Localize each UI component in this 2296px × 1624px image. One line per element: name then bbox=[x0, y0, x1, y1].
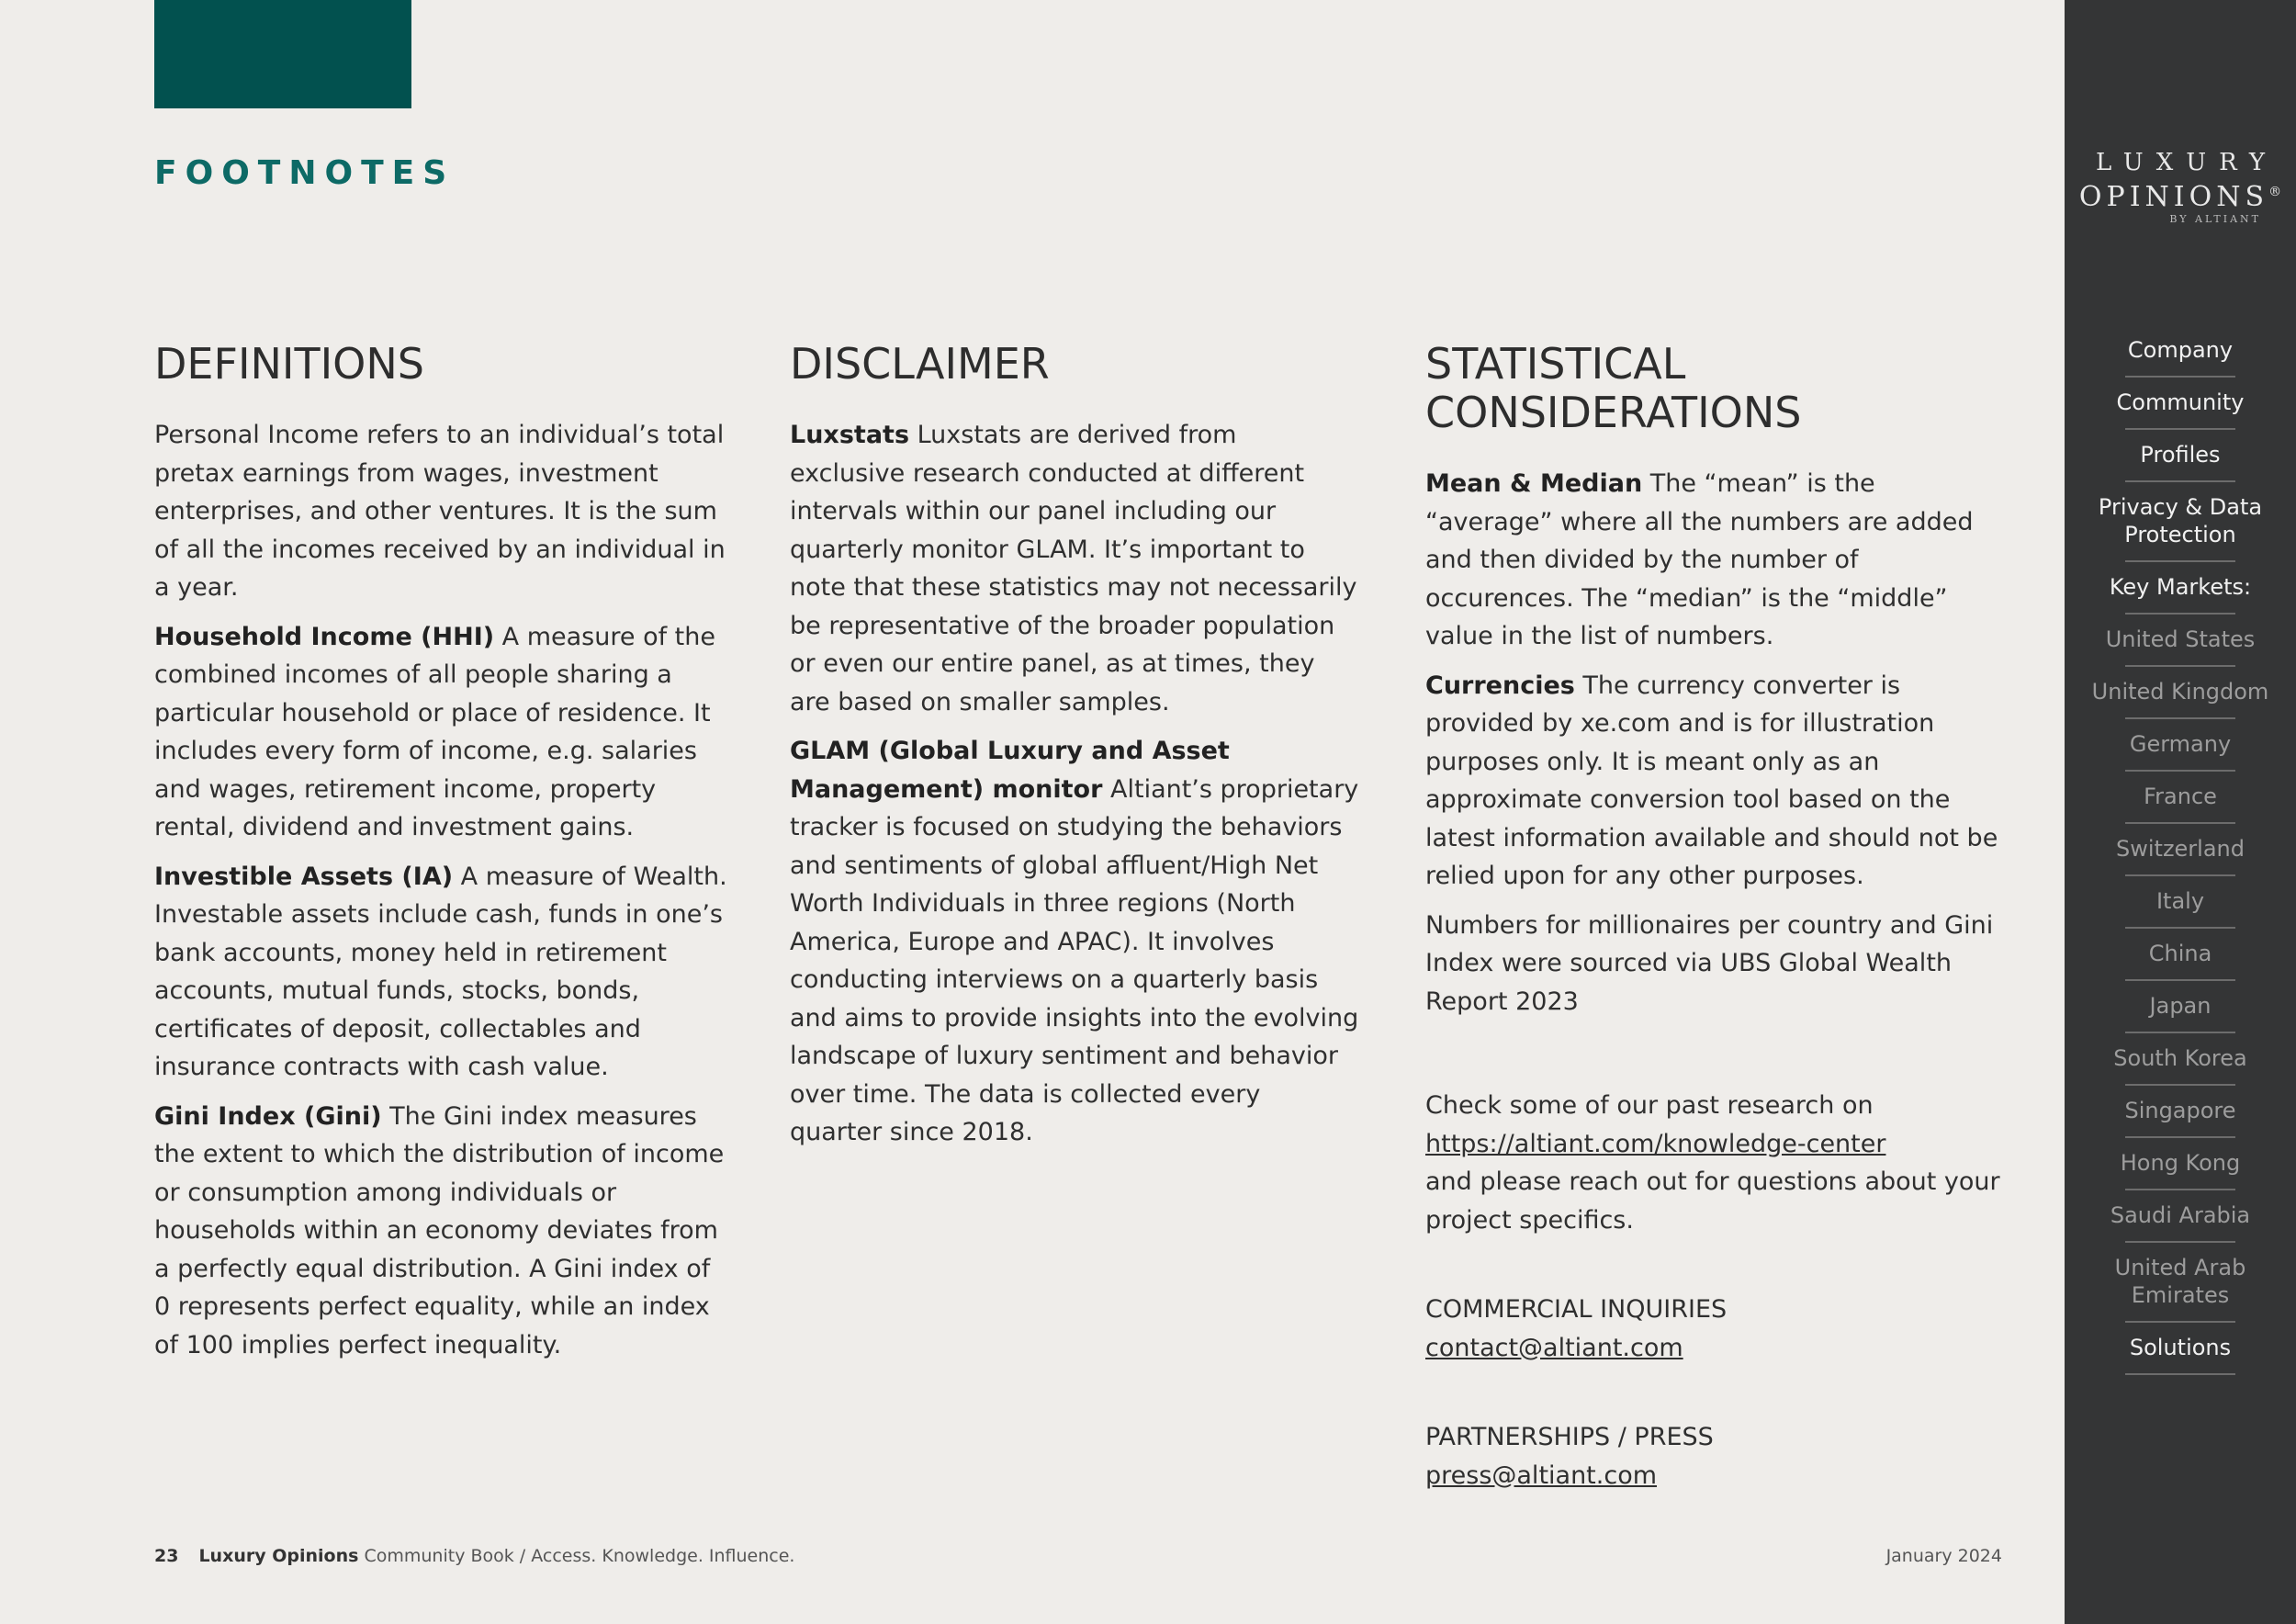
nav-privacy[interactable]: Privacy & Data Protection bbox=[2065, 486, 2296, 566]
commercial-label: COMMERCIAL INQUIRIES bbox=[1425, 1295, 1728, 1324]
nav-market-south-korea[interactable]: South Korea bbox=[2065, 1037, 2296, 1089]
gini-term: Gini Index (Gini) bbox=[154, 1101, 382, 1131]
nav-profiles[interactable]: Profiles bbox=[2065, 434, 2296, 486]
definitions-column bbox=[154, 340, 728, 1375]
nav-market-italy[interactable]: Italy bbox=[2065, 880, 2296, 932]
knowledge-center-link[interactable]: https://altiant.com/knowledge-center bbox=[1425, 1129, 1886, 1158]
press-email-link[interactable]: press@altiant.com bbox=[1425, 1460, 1658, 1490]
accent-block bbox=[154, 0, 411, 108]
currencies-paragraph bbox=[1425, 667, 2004, 896]
nav-company[interactable]: Company bbox=[2065, 329, 2296, 381]
press-block bbox=[1425, 1418, 2004, 1494]
personal-income-paragraph: Personal Income refers to an individual’s total pretax earnings from wages, investment enterprises, and other ventures. It is the sum of all the incomes received by an individual in a year. bbox=[154, 421, 726, 602]
disclaimer-heading: DISCLAIMER bbox=[790, 339, 1050, 389]
nav-market-united-kingdom[interactable]: United Kingdom bbox=[2065, 671, 2296, 723]
ia-text: A measure of Wealth. Investable assets include cash, funds in one’s bank accounts, money held in retirement accounts, mutual funds, stocks, bonds, certificates of deposit, collectables and insurance contracts with cash value. bbox=[154, 862, 727, 1081]
currencies-term: Currencies bbox=[1425, 671, 1575, 700]
hhi-paragraph bbox=[154, 618, 728, 847]
mean-median-paragraph bbox=[1425, 465, 2004, 656]
hhi-term: Household Income (HHI) bbox=[154, 622, 495, 651]
statistical-column bbox=[1425, 340, 2004, 1494]
research-paragraph bbox=[1425, 1087, 2004, 1239]
partnerships-label: PARTNERSHIPS / PRESS bbox=[1425, 1423, 1714, 1451]
logo-line2 bbox=[2065, 176, 2296, 213]
logo-wordmark: OPINIONS bbox=[2078, 181, 2269, 213]
nav-market-switzerland[interactable]: Switzerland bbox=[2065, 828, 2296, 880]
spacer bbox=[1425, 1367, 2004, 1418]
commercial-block bbox=[1425, 1291, 2004, 1367]
page-number: 23 bbox=[154, 1546, 179, 1566]
footer-tagline: Community Book / Access. Knowledge. Influence. bbox=[358, 1546, 795, 1566]
nav-market-japan[interactable]: Japan bbox=[2065, 985, 2296, 1037]
spacer bbox=[1425, 1032, 2004, 1087]
luxstats-paragraph bbox=[790, 416, 1359, 721]
currencies-text: The currency converter is provided by xe.com and is for illustration purposes only. It is meant only as an approximate conversion tool based on the latest information available and should not be relied upon for any other purposes. bbox=[1425, 671, 1998, 890]
ia-paragraph bbox=[154, 858, 728, 1087]
research-outro: and please reach out for questions about your project specifics. bbox=[1425, 1167, 2000, 1235]
statistical-heading: STATISTICAL CONSIDERATIONS bbox=[1425, 339, 1802, 437]
nav-key-markets[interactable]: Key Markets: bbox=[2065, 566, 2296, 618]
luxury-opinions-logo[interactable] bbox=[2065, 149, 2296, 225]
nav-market-hong-kong[interactable]: Hong Kong bbox=[2065, 1142, 2296, 1194]
glam-term: GLAM (Global Luxury and Asset Management) monitor bbox=[790, 737, 1230, 804]
nav-market-singapore[interactable]: Singapore bbox=[2065, 1089, 2296, 1142]
gini-paragraph bbox=[154, 1098, 728, 1365]
footer-brand: Luxury Opinions bbox=[198, 1546, 359, 1566]
nav-market-saudi-arabia[interactable]: Saudi Arabia bbox=[2065, 1194, 2296, 1246]
footer-date: January 2024 bbox=[1885, 1546, 2002, 1566]
glam-paragraph bbox=[790, 732, 1359, 1152]
nav-community[interactable]: Community bbox=[2065, 381, 2296, 434]
nav-market-france[interactable]: France bbox=[2065, 775, 2296, 828]
hhi-text: A measure of the combined incomes of all people sharing a particular household or place of residence. It includes every form of income, e.g. salaries and wages, retirement income, property rental, dividend and investment gains. bbox=[154, 622, 715, 841]
mean-median-text: The “mean” is the “average” where all the numbers are added and then divided by the number of occurences. The “median” is the “middle” value in the list of numbers. bbox=[1425, 469, 1974, 650]
luxstats-term: Luxstats bbox=[790, 421, 910, 449]
registered-mark: ® bbox=[2268, 185, 2282, 199]
nav-market-china[interactable]: China bbox=[2065, 932, 2296, 985]
nav-market-uae[interactable]: United Arab Emirates bbox=[2065, 1246, 2296, 1326]
luxstats-text: Luxstats are derived from exclusive research conducted at different intervals within our panel including our quarterly monitor GLAM. It’s important to note that these statistics may not necessarily be representative of the broader population or even our entire panel, as at times, they are based on smaller samples. bbox=[790, 421, 1357, 716]
logo-line1: LUXURY bbox=[2095, 149, 2279, 176]
ia-term: Investible Assets (IA) bbox=[154, 862, 454, 891]
mean-median-term: Mean & Median bbox=[1425, 469, 1643, 498]
footer-left bbox=[154, 1546, 794, 1566]
definitions-heading: DEFINITIONS bbox=[154, 339, 424, 389]
sidebar bbox=[2065, 0, 2296, 1624]
sidebar-nav bbox=[2065, 329, 2296, 1379]
numbers-source-paragraph: Numbers for millionaires per country and Gini Index were sourced via UBS Global Wealth Report 2023 bbox=[1425, 910, 1994, 1016]
spacer bbox=[1425, 1239, 2004, 1291]
commercial-email-link[interactable]: contact@altiant.com bbox=[1425, 1333, 1683, 1362]
section-title: FOOTNOTES bbox=[154, 154, 456, 192]
glam-text: Altiant’s proprietary tracker is focused on studying the behaviors and sentiments of global affluent/High Net Worth Individuals in three regions (North America, Europe and APAC). It involves conducting interviews on a quarterly basis and aims to provide insights into the evolving landscape of luxury sentiment and behavior over time. The data is collected every quarter since 2018. bbox=[790, 774, 1359, 1146]
logo-line3: BY ALTIANT bbox=[2169, 213, 2261, 225]
disclaimer-column bbox=[790, 340, 1359, 1163]
nav-market-united-states[interactable]: United States bbox=[2065, 618, 2296, 671]
research-intro: Check some of our past research on bbox=[1425, 1091, 1874, 1120]
gini-text: The Gini index measures the extent to which the distribution of income or consumption among individuals or households within an economy deviates from a perfectly equal distribution. A Gini index of 0 represents perfect equality, while an index of 100 implies perfect inequality. bbox=[154, 1101, 725, 1359]
nav-market-germany[interactable]: Germany bbox=[2065, 723, 2296, 775]
nav-solutions[interactable]: Solutions bbox=[2065, 1326, 2296, 1379]
